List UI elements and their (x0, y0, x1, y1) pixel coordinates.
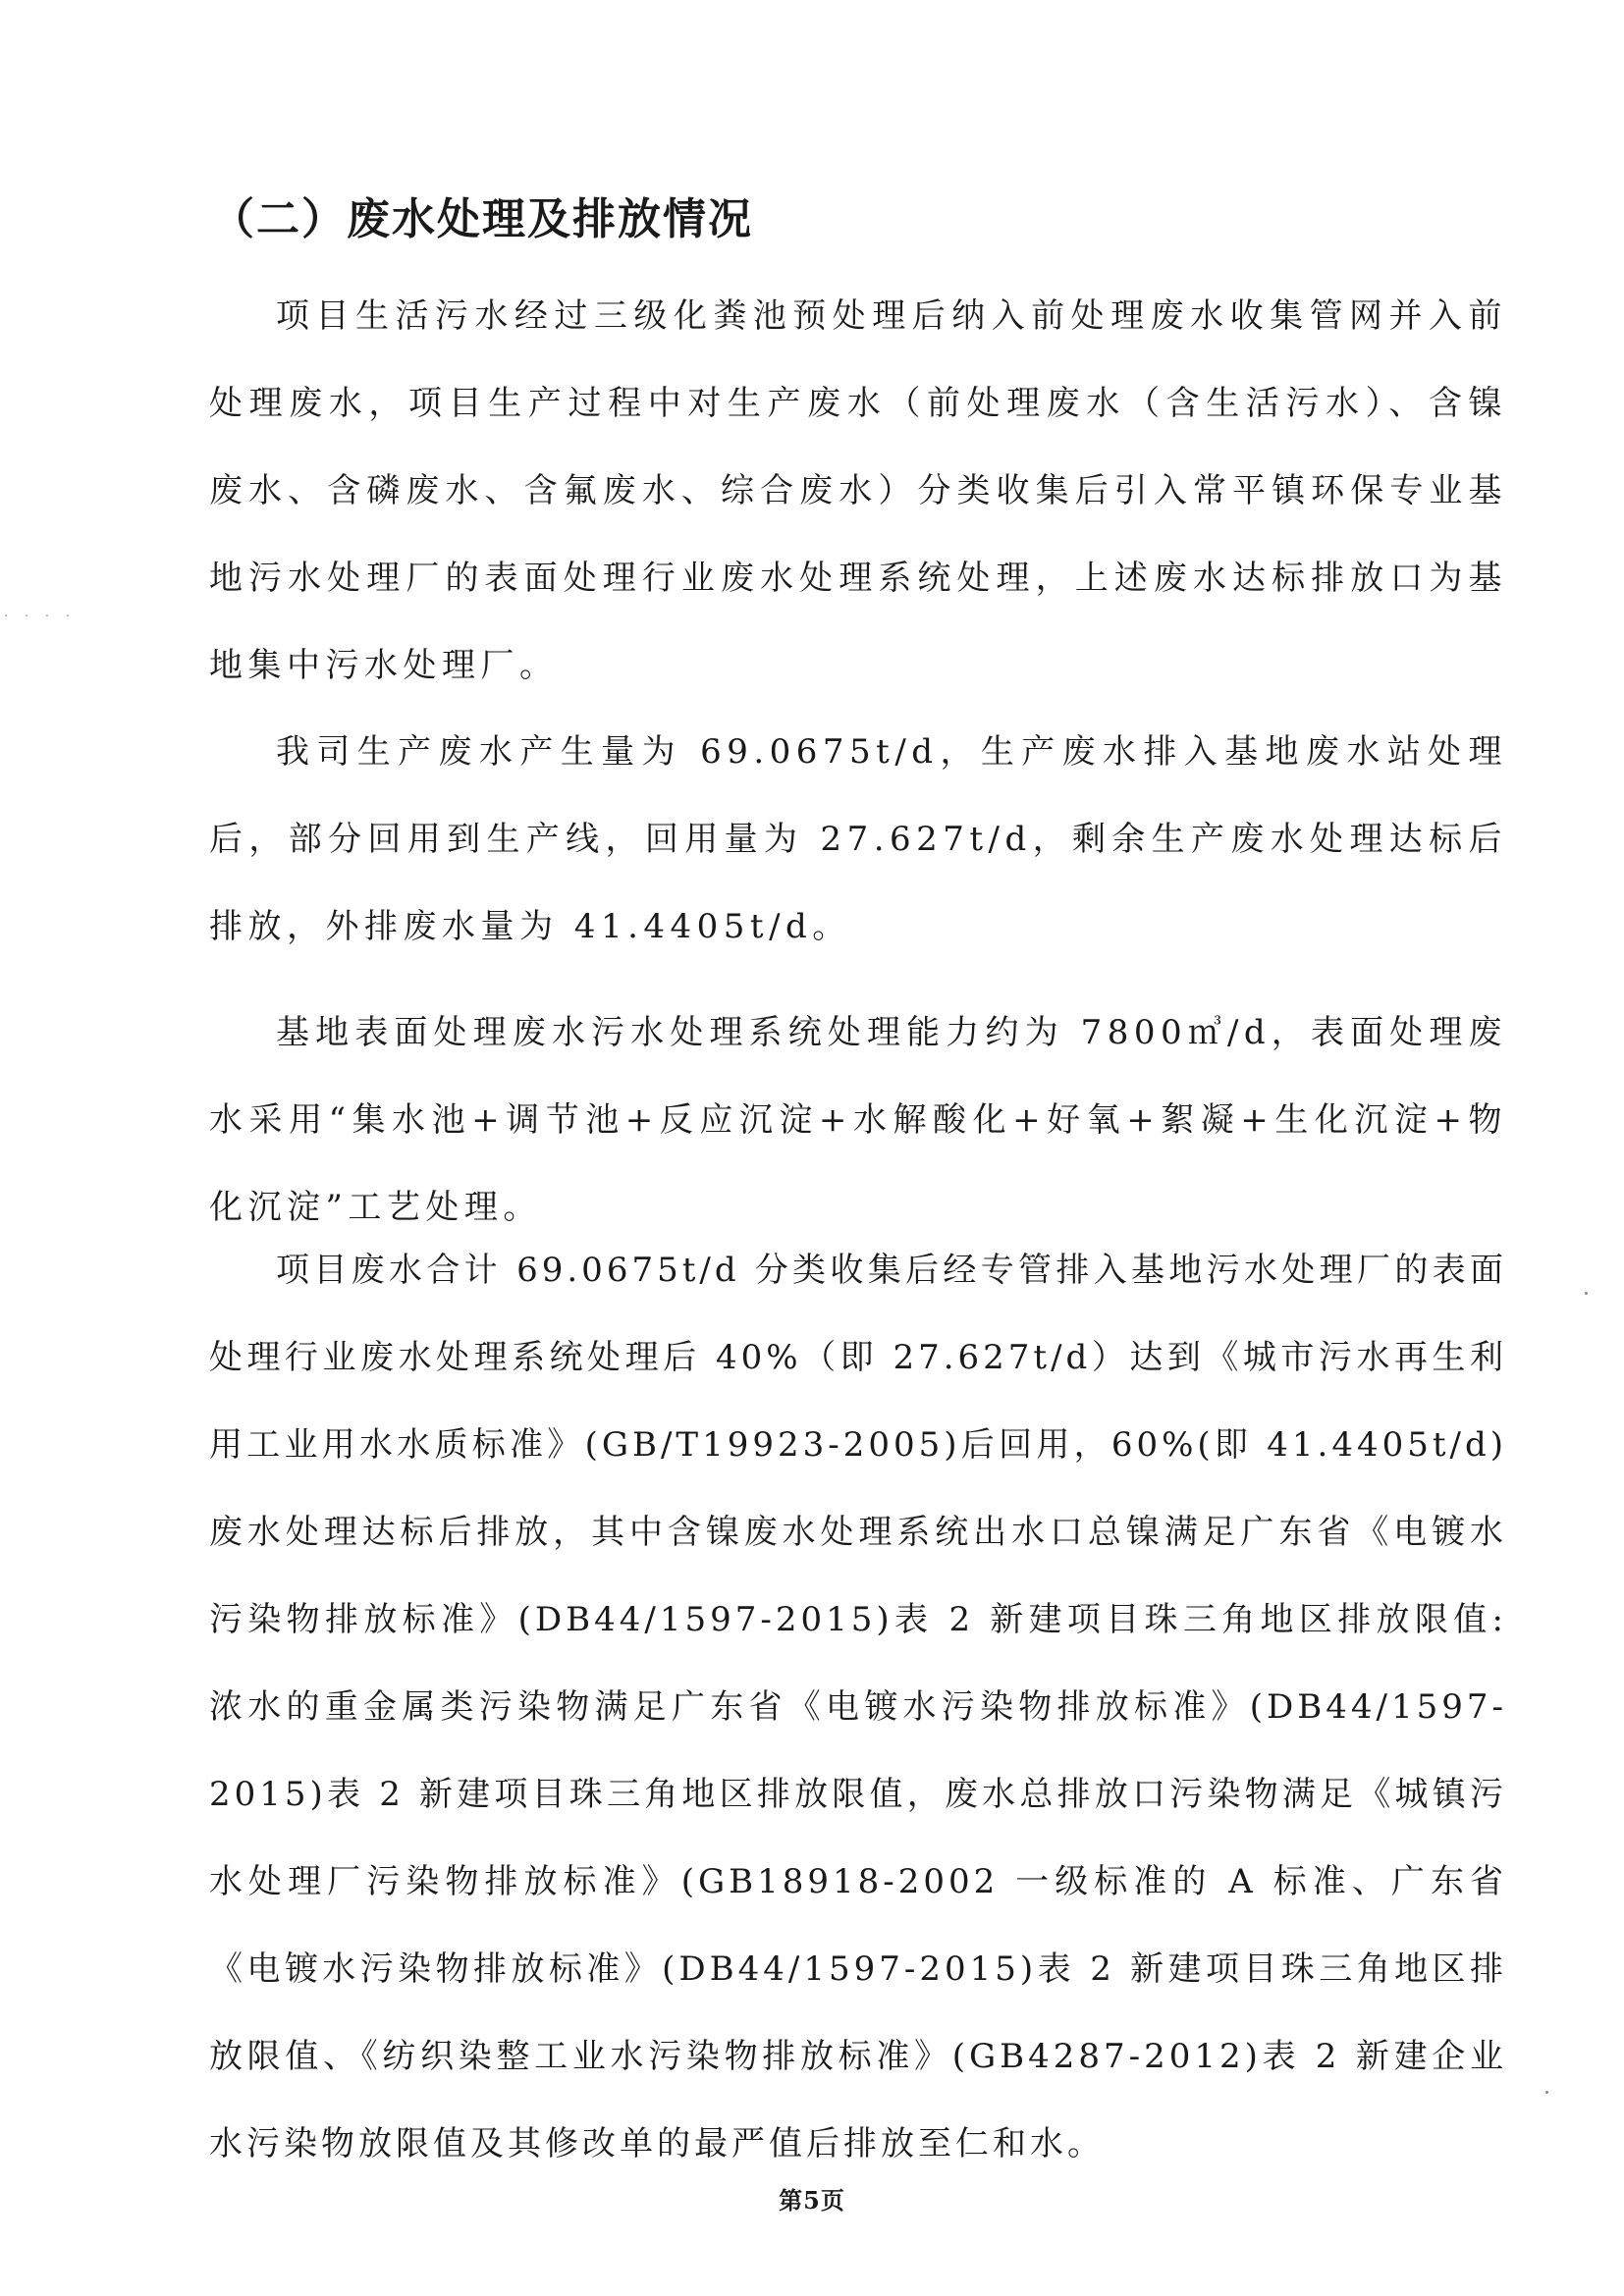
paragraph-discharge-standards: 项目废水合计 69.0675t/d 分类收集后经专管排入基地污水处理厂的表面处理行业废水处理系统处理后 40%（即 27.627t/d）达到《城市污水再生利用工业用水水质标准》(GB/T19923-2005)后回用，60%(即 41.4405t/d)废水处理达标后排放，其中含镍废水处理系统出水口总镍满足广东省《电镀水污染物排放标准》(DB44/1597-2015)表 2 新建项目珠三角地区排放限值:浓水的重金属类污染物满足广东省《电镀水污染物排放标准》(DB44/1597-2015)表 2 新建项目珠三角地区排放限值，废水总排放口污染物满足《城镇污水处理厂污染物排放标准》(GB18918-2002 一级标准的 A 标准、广东省《电镀水污染物排放标准》(DB44/1597-2015)表 2 新建项目珠三角地区排放限值、《纺织染整工业水污染物排放标准》(GB4287-2012)表 2 新建企业水污染物放限值及其修改单的最严值后排放至仁和水。 (209, 1251, 1507, 2163)
paragraph-wastewater-volume: 我司生产废水产生量为 69.0675t/d，生产废水排入基地废水站处理后，部分回用到生产线，回用量为 27.627t/d，剩余生产废水处理达标后排放，外排废水量为 41.4405t/d。 (209, 732, 1507, 946)
scan-artifact: · · · · (4, 609, 77, 624)
page-number: 第5页 (779, 2186, 845, 2215)
paragraph-treatment-process: 基地表面处理废水污水处理系统处理能力约为 7800㎥/d，表面处理废水采用“集水池+调节池+反应沉淀+水解酸化+好氧+絮凝+生化沉淀+物化沉淀”工艺处理。 (209, 1013, 1507, 1227)
paragraph-wastewater-collection: 项目生活污水经过三级化粪池预处理后纳入前处理废水收集管网并入前处理废水，项目生产过程中对生产废水（前处理废水（含生活污水）、含镍废水、含磷废水、含氟废水、综合废水）分类收集后引入常平镇环保专业基地污水处理厂的表面处理行业废水处理系统处理，上述废水达标排放口为基地集中污水处理厂。 (209, 296, 1507, 685)
scan-speck (1585, 1292, 1588, 1295)
section-heading: （二）废水处理及排放情况 (211, 194, 753, 244)
scan-speck (1545, 2091, 1548, 2094)
